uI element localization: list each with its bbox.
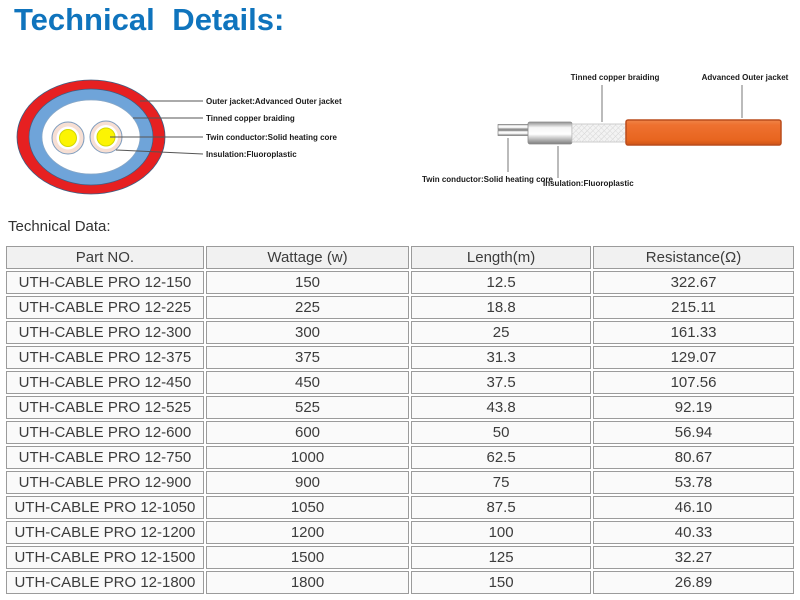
table-cell-part-no: UTH-CABLE PRO 12-600 bbox=[6, 421, 204, 444]
table-cell-wattage: 450 bbox=[206, 371, 409, 394]
table-cell-length: 31.3 bbox=[411, 346, 591, 369]
table-cell-resistance: 107.56 bbox=[593, 371, 794, 394]
table-row bbox=[6, 496, 794, 519]
table-cell-wattage: 900 bbox=[206, 471, 409, 494]
table-cell-length: 62.5 bbox=[411, 446, 591, 469]
table-cell-resistance: 46.10 bbox=[593, 496, 794, 519]
table-cell-part-no: UTH-CABLE PRO 12-450 bbox=[6, 371, 204, 394]
table-cell-resistance: 53.78 bbox=[593, 471, 794, 494]
header-part-no: Part NO. bbox=[6, 246, 204, 269]
table-cell-length: 125 bbox=[411, 546, 591, 569]
table-cell-wattage: 1200 bbox=[206, 521, 409, 544]
label-twin-conductor: Twin conductor:Solid heating core bbox=[422, 175, 553, 184]
table-cell-part-no: UTH-CABLE PRO 12-225 bbox=[6, 296, 204, 319]
table-row bbox=[6, 321, 794, 344]
table-cell-resistance: 40.33 bbox=[593, 521, 794, 544]
table-cell-wattage: 375 bbox=[206, 346, 409, 369]
table-cell-length: 12.5 bbox=[411, 271, 591, 294]
table-cell-resistance: 26.89 bbox=[593, 571, 794, 594]
table-cell-resistance: 161.33 bbox=[593, 321, 794, 344]
left-conductor bbox=[52, 122, 84, 154]
header-length: Length(m) bbox=[411, 246, 591, 269]
table-row bbox=[6, 471, 794, 494]
twin-conductor-wires bbox=[498, 125, 532, 136]
table-cell-resistance: 215.11 bbox=[593, 296, 794, 319]
table-body bbox=[6, 271, 794, 594]
table-cell-wattage: 525 bbox=[206, 396, 409, 419]
table-cell-wattage: 300 bbox=[206, 321, 409, 344]
outer-jacket-segment bbox=[626, 120, 781, 145]
table-cell-wattage: 1000 bbox=[206, 446, 409, 469]
table-cell-part-no: UTH-CABLE PRO 12-300 bbox=[6, 321, 204, 344]
table-row bbox=[6, 296, 794, 319]
table-row bbox=[6, 396, 794, 419]
braiding-segment bbox=[572, 124, 626, 142]
table-cell-wattage: 150 bbox=[206, 271, 409, 294]
label-outer-jacket: Advanced Outer jacket bbox=[701, 73, 789, 82]
table-cell-resistance: 129.07 bbox=[593, 346, 794, 369]
table-row bbox=[6, 446, 794, 469]
label-outer-jacket: Outer jacket:Advanced Outer jacket bbox=[206, 97, 342, 106]
table-cell-length: 25 bbox=[411, 321, 591, 344]
table-row bbox=[6, 271, 794, 294]
table-row bbox=[6, 371, 794, 394]
table-cell-wattage: 225 bbox=[206, 296, 409, 319]
table-cell-part-no: UTH-CABLE PRO 12-150 bbox=[6, 271, 204, 294]
table-cell-part-no: UTH-CABLE PRO 12-900 bbox=[6, 471, 204, 494]
table-row bbox=[6, 571, 794, 594]
table-cell-length: 18.8 bbox=[411, 296, 591, 319]
table-cell-length: 43.8 bbox=[411, 396, 591, 419]
table-cell-length: 37.5 bbox=[411, 371, 591, 394]
table-cell-length: 50 bbox=[411, 421, 591, 444]
table-cell-wattage: 1800 bbox=[206, 571, 409, 594]
table-row bbox=[6, 421, 794, 444]
table-header bbox=[6, 246, 794, 269]
table-cell-part-no: UTH-CABLE PRO 12-750 bbox=[6, 446, 204, 469]
table-cell-part-no: UTH-CABLE PRO 12-1800 bbox=[6, 571, 204, 594]
table-cell-resistance: 56.94 bbox=[593, 421, 794, 444]
table-cell-part-no: UTH-CABLE PRO 12-1500 bbox=[6, 546, 204, 569]
cable-side-view-diagram bbox=[420, 60, 800, 205]
page-title: Technical Details: bbox=[14, 2, 285, 37]
table-row bbox=[6, 546, 794, 569]
table-row bbox=[6, 346, 794, 369]
header-resistance: Resistance(Ω) bbox=[593, 246, 794, 269]
table-cell-resistance: 92.19 bbox=[593, 396, 794, 419]
table-cell-length: 100 bbox=[411, 521, 591, 544]
table-header-row bbox=[6, 246, 794, 269]
table-cell-length: 150 bbox=[411, 571, 591, 594]
technical-data-table bbox=[4, 244, 796, 596]
table-cell-part-no: UTH-CABLE PRO 12-1200 bbox=[6, 521, 204, 544]
label-insulation: Insulation:Fluoroplastic bbox=[206, 150, 297, 159]
header-wattage: Wattage (w) bbox=[206, 246, 409, 269]
table-cell-wattage: 600 bbox=[206, 421, 409, 444]
table-cell-wattage: 1050 bbox=[206, 496, 409, 519]
table-cell-length: 75 bbox=[411, 471, 591, 494]
table-cell-part-no: UTH-CABLE PRO 12-1050 bbox=[6, 496, 204, 519]
table-cell-resistance: 322.67 bbox=[593, 271, 794, 294]
table-row bbox=[6, 521, 794, 544]
table-cell-part-no: UTH-CABLE PRO 12-375 bbox=[6, 346, 204, 369]
section-label: Technical Data: bbox=[8, 218, 111, 235]
label-insulation: Insulation:Fluoroplastic bbox=[543, 179, 634, 188]
cable-cross-section-diagram bbox=[0, 70, 400, 220]
table-cell-wattage: 1500 bbox=[206, 546, 409, 569]
label-twin-conductor: Twin conductor:Solid heating core bbox=[206, 133, 337, 142]
label-braiding: Tinned copper braiding bbox=[206, 114, 295, 123]
insulation-segment bbox=[528, 122, 572, 144]
label-braiding: Tinned copper braiding bbox=[570, 73, 660, 82]
table-cell-resistance: 80.67 bbox=[593, 446, 794, 469]
table-cell-part-no: UTH-CABLE PRO 12-525 bbox=[6, 396, 204, 419]
table-cell-length: 87.5 bbox=[411, 496, 591, 519]
table-cell-resistance: 32.27 bbox=[593, 546, 794, 569]
